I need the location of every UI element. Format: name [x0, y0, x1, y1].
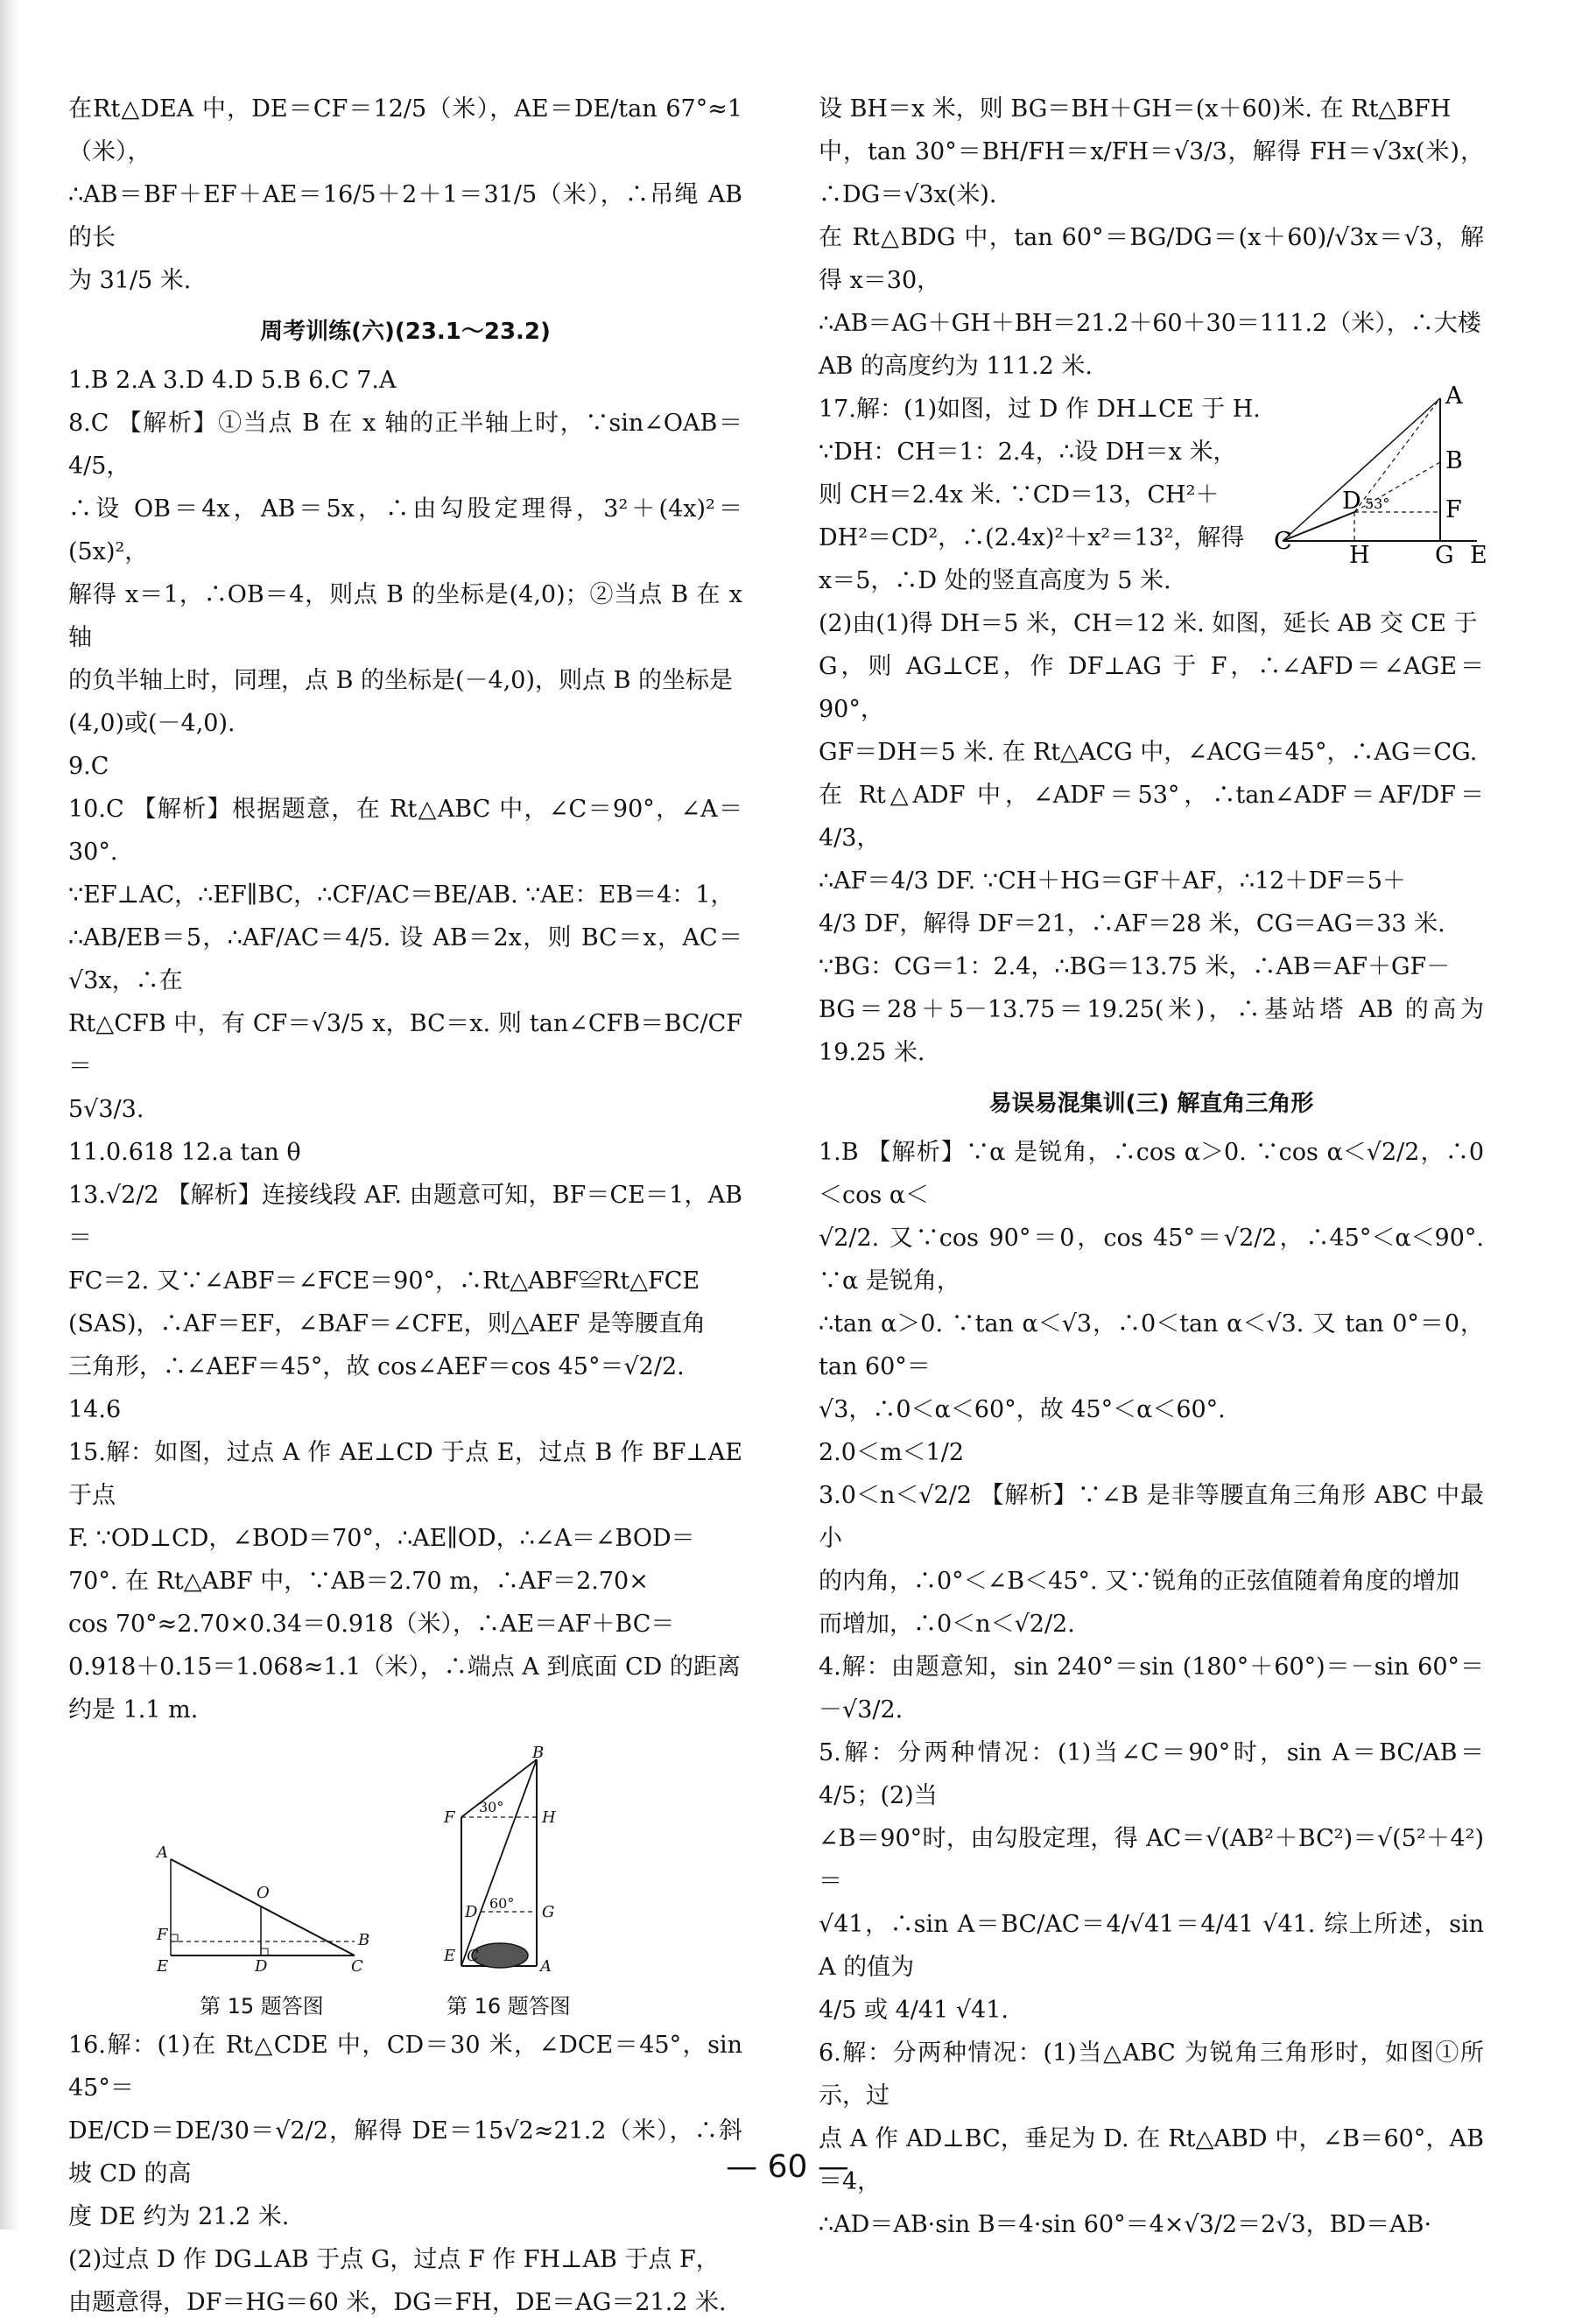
- text-line: 1.B 【解析】∵α 是锐角，∴cos α＞0. ∵cos α＜√2/2，∴0＜cos α＜: [819, 1139, 1484, 1209]
- text-line: ∴AF＝4/3 DF. ∵CH＋HG＝GF＋AF，∴12＋DF＝5＋: [819, 867, 1406, 895]
- text-line: (SAS)，∴AF＝EF，∠BAF＝∠CFE，则△AEF 是等腰直角: [68, 1310, 706, 1338]
- fig17-label-B: B: [1445, 447, 1463, 474]
- text-line: 中，tan 30°＝BH/FH＝x/FH＝√3/3，解得 FH＝√3x(米)，∴DG＝√3x(米).: [819, 138, 1484, 208]
- left-lines-b: [68, 359, 742, 1731]
- binding-shadow: [0, 0, 19, 2229]
- text-line: ∵BG：CG＝1：2.4，∴BG＝13.75 米，∴AB＝AF＋GF－: [819, 953, 1451, 980]
- text-line: 4/3 DF，解得 DF＝21，∴AF＝28 米，CG＝AG＝33 米.: [819, 910, 1445, 937]
- figure-15-svg: [151, 1843, 379, 1975]
- fig15-label-O: O: [257, 1884, 270, 1902]
- fig16-label-A: A: [540, 1957, 552, 1976]
- text-line: 17.解：(1)如图，过 D 作 DH⊥CE 于 H.: [819, 396, 1261, 423]
- text-line: 3.0＜n＜√2/2 【解析】∵∠B 是非等腰直角三角形 ABC 中最小: [819, 1482, 1484, 1552]
- figures-15-16: [68, 1744, 742, 2019]
- text-line: 解得 x＝1，∴OB＝4，则点 B 的坐标是(4,0)；②当点 B 在 x 轴: [68, 581, 742, 651]
- text-line: ∵DH：CH＝1：2.4，∴设 DH＝x 米，: [819, 439, 1237, 466]
- text-line: ∴设 OB＝4x，AB＝5x，∴由勾股定理得，3²＋(4x)²＝(5x)²，: [68, 495, 742, 565]
- text-line: 在Rt△DEA 中，DE＝CF＝12/5（米），AE＝DE/tan 67°≈1（米），: [68, 95, 742, 165]
- fig15-label-D: D: [255, 1957, 268, 1976]
- fig16-label-E: E: [444, 1947, 456, 1965]
- fig16-label-H: H: [542, 1808, 556, 1827]
- section-title-weekly-training: 周考训练(六)(23.1～23.2): [260, 319, 551, 345]
- text-line: 6.解：分两种情况：(1)当△ABC 为锐角三角形时，如图①所示，过: [819, 2040, 1484, 2110]
- text-line: cos 70°≈2.70×0.34＝0.918（米），∴AE＝AF＋BC＝: [68, 1611, 675, 1638]
- text-line: ∴tan α＞0. ∵tan α＜√3，∴0＜tan α＜√3. 又 tan 0°＝0，tan 60°＝: [819, 1310, 1484, 1380]
- text-line: 则 CH＝2.4x 米. ∵CD＝13，CH²＋: [819, 481, 1220, 509]
- text-line: 在 Rt△ADF 中，∠ADF＝53°，∴tan∠ADF＝AF/DF＝4/3，: [819, 782, 1484, 852]
- text-line: 2.0＜m＜1/2: [819, 1439, 964, 1466]
- text-line: 70°. 在 Rt△ABF 中，∵AB＝2.70 m，∴AF＝2.70×: [68, 1568, 649, 1595]
- text-line: 点 A 作 AD⊥BC，垂足为 D. 在 Rt△ABD 中，∠B＝60°，AB＝4，: [819, 2125, 1484, 2195]
- figure-15-caption: 第 15 题答图: [200, 1994, 324, 2019]
- text-line: √2/2. 又∵cos 90°＝0，cos 45°＝√2/2，∴45°＜α＜90°. ∵α 是锐角，: [819, 1225, 1484, 1295]
- fig15-label-E: E: [157, 1957, 169, 1976]
- fig17-label-H: H: [1349, 542, 1370, 569]
- text-line: FC＝2. 又∵∠ABF＝∠FCE＝90°，∴Rt△ABF≌Rt△FCE: [68, 1267, 700, 1295]
- figure-17: [1274, 383, 1487, 586]
- text-line: AB 的高度约为 111.2 米.: [819, 353, 1093, 380]
- text-line: DE/CD＝DE/30＝√2/2，解得 DE＝15√2≈21.2（米），∴斜坡 CD 的高: [68, 2117, 742, 2187]
- fig16-angle-60: 60°: [489, 1895, 515, 1912]
- text-line: 5√3/3.: [68, 1096, 144, 1123]
- figure-16-caption: 第 16 题答图: [446, 1994, 571, 2019]
- text-line: 0.918＋0.15＝1.068≈1.1（米），∴端点 A 到底面 CD 的距离: [68, 1653, 741, 1681]
- text-line: G，则 AG⊥CE，作 DF⊥AG 于 F，∴∠AFD＝∠AGE＝90°，: [819, 653, 1484, 723]
- fig16-label-D: D: [465, 1903, 478, 1921]
- text-line: 1.B 2.A 3.D 4.D 5.B 6.C 7.A: [68, 367, 397, 394]
- text-line: √3，∴0＜α＜60°，故 45°＜α＜60°.: [819, 1396, 1226, 1423]
- text-line: ∴AB＝BF＋EF＋AE＝16/5＋2＋1＝31/5（米），∴吊绳 AB 的长: [68, 181, 742, 251]
- fig17-angle-53: 53°: [1365, 495, 1390, 512]
- text-line: 8.C 【解析】①当点 B 在 x 轴的正半轴上时，∵sin∠OAB＝4/5，: [68, 410, 742, 480]
- text-line: 16.解：(1)在 Rt△CDE 中，CD＝30 米，∠DCE＝45°，sin 45°＝: [68, 2032, 742, 2102]
- text-line: (2)过点 D 作 DG⊥AB 于点 G，过点 F 作 FH⊥AB 于点 F，: [68, 2246, 720, 2273]
- text-line: 在 Rt△BDG 中，tan 60°＝BG/DG＝(x＋60)/√3x＝√3，解得 x＝30，: [819, 224, 1484, 294]
- figure-15: [151, 1843, 379, 1989]
- left-column: [68, 88, 742, 2324]
- text-line: 为 31/5 米.: [68, 267, 192, 294]
- text-line: 14.6: [68, 1396, 122, 1423]
- fig17-label-F: F: [1445, 496, 1462, 523]
- text-line: 5.解：分两种情况：(1)当∠C＝90°时，sin A＝BC/AB＝4/5；(2)当: [819, 1739, 1484, 1809]
- text-line: 9.C: [68, 753, 109, 780]
- text-line: 15.解：如图，过点 A 作 AE⊥CD 于点 E，过点 B 作 BF⊥AE 于点: [68, 1439, 742, 1509]
- fig15-label-C: C: [351, 1957, 363, 1976]
- figure-17-svg: [1274, 383, 1487, 572]
- fig15-label-B: B: [358, 1931, 370, 1949]
- text-line: 的内角，∴0°＜∠B＜45°. 又∵锐角的正弦值随着角度的增加: [819, 1568, 1460, 1595]
- right-lines-a: [819, 88, 1484, 388]
- right-column: [819, 88, 1487, 2246]
- section-title-error-prone: 易误易混集训(三) 解直角三角形: [988, 1091, 1314, 1117]
- text-line: GF＝DH＝5 米. 在 Rt△ACG 中，∠ACG＝45°，∴AG＝CG.: [819, 739, 1478, 766]
- text-line: x＝5，∴D 处的竖直高度为 5 米.: [819, 567, 1171, 594]
- text-line: 的负半轴上时，同理，点 B 的坐标是(－4,0)，则点 B 的坐标是: [68, 667, 734, 694]
- fig17-label-G: G: [1435, 542, 1454, 569]
- fig16-label-G: G: [542, 1903, 555, 1921]
- fig17-label-A: A: [1445, 383, 1463, 410]
- figure-16: [440, 1744, 615, 1998]
- text-line: 10.C 【解析】根据题意，在 Rt△ABC 中，∠C＝90°，∠A＝30°.: [68, 796, 742, 866]
- text-line: ∴AB/EB＝5，∴AF/AC＝4/5. 设 AB＝2x，则 BC＝x，AC＝√3x，∴在: [68, 924, 742, 994]
- fig17-label-D: D: [1342, 488, 1361, 515]
- fig16-angle-30: 30°: [479, 1799, 504, 1815]
- text-line: 三角形，∴∠AEF＝45°，故 cos∠AEF＝cos 45°＝√2/2.: [68, 1353, 685, 1380]
- fig15-label-F: F: [157, 1926, 168, 1944]
- fig16-label-C: C: [467, 1947, 479, 1965]
- text-line: Rt△CFB 中，有 CF＝√3/5 x，BC＝x. 则 tan∠CFB＝BC/CF＝: [68, 1010, 742, 1080]
- fig17-label-E: E: [1470, 542, 1487, 569]
- problem-17-block: [819, 383, 1487, 602]
- text-line: 4.解：由题意知，sin 240°＝sin (180°＋60°)＝－sin 60°＝－√3/2.: [819, 1653, 1484, 1724]
- text-line: F. ∵OD⊥CD，∠BOD＝70°，∴AE∥OD，∴∠A＝∠BOD＝: [68, 1525, 695, 1552]
- text-line: 由题意得，DF＝HG＝60 米，DG＝FH，DE＝AG＝21.2 米.: [68, 2289, 727, 2316]
- right-lines-c: [819, 1131, 1484, 2246]
- text-line: 约是 1.1 m.: [68, 1696, 199, 1724]
- text-line: (4,0)或(－4,0).: [68, 710, 236, 737]
- fig17-label-C: C: [1274, 528, 1292, 555]
- text-line: 13.√2/2 【解析】连接线段 AF. 由题意可知，BF＝CE＝1，AB＝: [68, 1182, 742, 1252]
- fig16-label-F: F: [444, 1808, 455, 1827]
- text-line: BG＝28＋5－13.75＝19.25(米)，∴基站塔 AB 的高为 19.25 米.: [819, 996, 1484, 1066]
- text-line: (2)由(1)得 DH＝5 米，CH＝12 米. 如图，延长 AB 交 CE 于: [819, 610, 1478, 637]
- fig15-label-A: A: [157, 1843, 168, 1862]
- text-line: 4/5 或 4/41 √41.: [819, 1997, 1009, 2024]
- text-line: 设 BH＝x 米，则 BG＝BH＋GH＝(x＋60)米. 在 Rt△BFH: [819, 95, 1452, 123]
- page-number: — 60 —: [726, 2149, 849, 2185]
- right-lines-b: [819, 602, 1484, 1074]
- text-line: ∵EF⊥AC，∴EF∥BC，∴CF/AC＝BE/AB. ∵AE：EB＝4：1，: [68, 881, 735, 909]
- text-line: ∠B＝90°时，由勾股定理，得 AC＝√(AB²＋BC²)＝√(5²＋4²)＝: [819, 1825, 1484, 1895]
- text-line: √41，∴sin A＝BC/AC＝4/√41＝4/41 √41. 综上所述，sin A 的值为: [819, 1911, 1484, 1981]
- text-line: ∴AB＝AG＋GH＋BH＝21.2＋60＋30＝111.2（米），∴大楼: [819, 310, 1481, 337]
- fig16-label-B: B: [532, 1744, 545, 1762]
- left-lines-a: [68, 88, 742, 302]
- text-line: 度 DE 约为 21.2 米.: [68, 2203, 290, 2230]
- figure-16-svg: [440, 1744, 615, 1983]
- text-line: DH²＝CD²，∴(2.4x)²＋x²＝13²，解得: [819, 524, 1245, 551]
- text-line: 11.0.618 12.a tan θ: [68, 1139, 301, 1166]
- text-line: 而增加，∴0＜n＜√2/2.: [819, 1611, 1075, 1638]
- text-line: ∴AD＝AB·sin B＝4·sin 60°＝4×√3/2＝2√3，BD＝AB·: [819, 2211, 1432, 2238]
